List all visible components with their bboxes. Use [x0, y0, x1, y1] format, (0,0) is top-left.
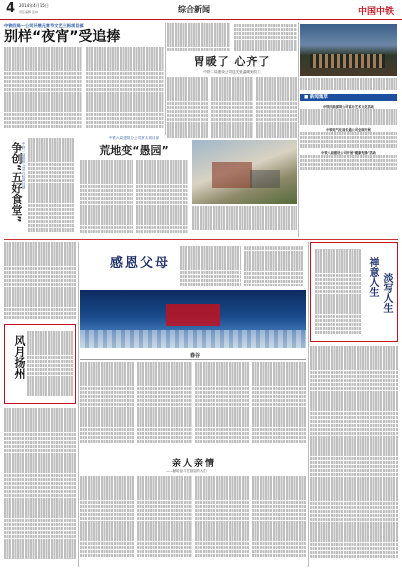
news-box-icon: ■ — [304, 95, 310, 100]
literary-middle-bottom-body — [80, 476, 306, 566]
story-warm-top-body — [167, 23, 297, 51]
literary-title-5: 亲人亲情 — [172, 459, 217, 469]
news-box — [300, 94, 397, 184]
literary-title-2-body — [27, 331, 73, 397]
literary-title-3: 禅意人生 — [367, 257, 378, 297]
lead-body — [4, 47, 164, 132]
literary-title-3-box — [310, 242, 398, 342]
news-item-3-body — [300, 155, 397, 171]
literary-middle-body — [80, 362, 306, 452]
literary-left-col — [4, 242, 76, 567]
photo-caption-top-right — [300, 78, 397, 92]
literary-middle-top-body — [180, 246, 304, 286]
lead-kicker: 中铁四局一公司开展元宵节文艺三标项目部 — [4, 23, 84, 28]
night-photo — [80, 290, 306, 348]
story-garden-body — [80, 160, 188, 236]
news-item-2: 中铁电气化局长通公司全面开展 — [326, 127, 371, 132]
literary-title-4: 淡写人生 — [381, 273, 392, 313]
literary-left-body-2 — [4, 408, 76, 566]
literary-title-3-body — [315, 249, 361, 335]
story-warm-headline: 胃暖了 心齐了 — [193, 55, 271, 68]
photo-caption-middle — [192, 206, 297, 236]
section-title: 综合新闻 — [178, 4, 210, 14]
page-number: 4 — [6, 1, 16, 16]
masthead — [0, 0, 402, 20]
vertical-headline: 争创“五好食堂” — [10, 142, 23, 223]
issue-date: 2014年4月15日 — [19, 3, 49, 8]
news-item-1-body — [300, 109, 397, 125]
column-rule — [298, 23, 299, 237]
column-rule — [308, 242, 309, 567]
story-warm — [167, 23, 297, 141]
story-warm-body — [167, 77, 297, 141]
column-rule — [165, 23, 166, 135]
story-garden-headline: 荒地变“愚园” — [99, 144, 169, 157]
lead-story — [4, 23, 164, 133]
news-item-2-body — [300, 132, 397, 148]
section-divider — [4, 239, 398, 240]
literary-title-2-box — [4, 324, 76, 404]
paper-logo: 中国中铁 — [357, 7, 394, 17]
literary-subtitle-5: ——献给奋斗在基层的人们 — [166, 469, 207, 473]
literary-right-body — [310, 346, 398, 566]
literary-left-body-1 — [4, 242, 76, 322]
news-box-title: ■ 新闻集萃 — [300, 94, 397, 101]
literary-title-2: 风月扬州 — [13, 335, 26, 379]
story-garden-kicker: 中铁六局建筑分公司常太项目部 — [108, 136, 160, 140]
news-photo-middle — [192, 140, 297, 204]
vertical-body — [28, 138, 74, 234]
column-rule — [78, 242, 79, 567]
vertical-kicker: 中铁一局路桥公司六标项目部 — [22, 142, 26, 189]
literary-middle — [80, 242, 306, 567]
vertical-story — [4, 136, 76, 236]
news-item-1: 中铁四局深圳公司首办艺术文化活动 — [323, 105, 374, 109]
poem-divider — [80, 359, 306, 360]
poem-title: 春谷 — [190, 353, 201, 359]
story-garden — [80, 136, 188, 236]
story-warm-kicker: 中铁二局建设公司送关爱温暖到员工 — [203, 70, 261, 74]
literary-right-col — [310, 242, 398, 567]
news-photo-top-right — [300, 24, 397, 76]
literary-title-1: 感恩父母 — [110, 256, 171, 271]
red-lantern-sign — [166, 304, 220, 326]
lead-headline: 别样“夜宵”受追捧 — [4, 29, 121, 45]
editor-credit: 责任编辑 张帅 — [19, 10, 38, 14]
news-item-3: 中铁八局建设公司开展“健康先锋”活动 — [321, 150, 376, 155]
